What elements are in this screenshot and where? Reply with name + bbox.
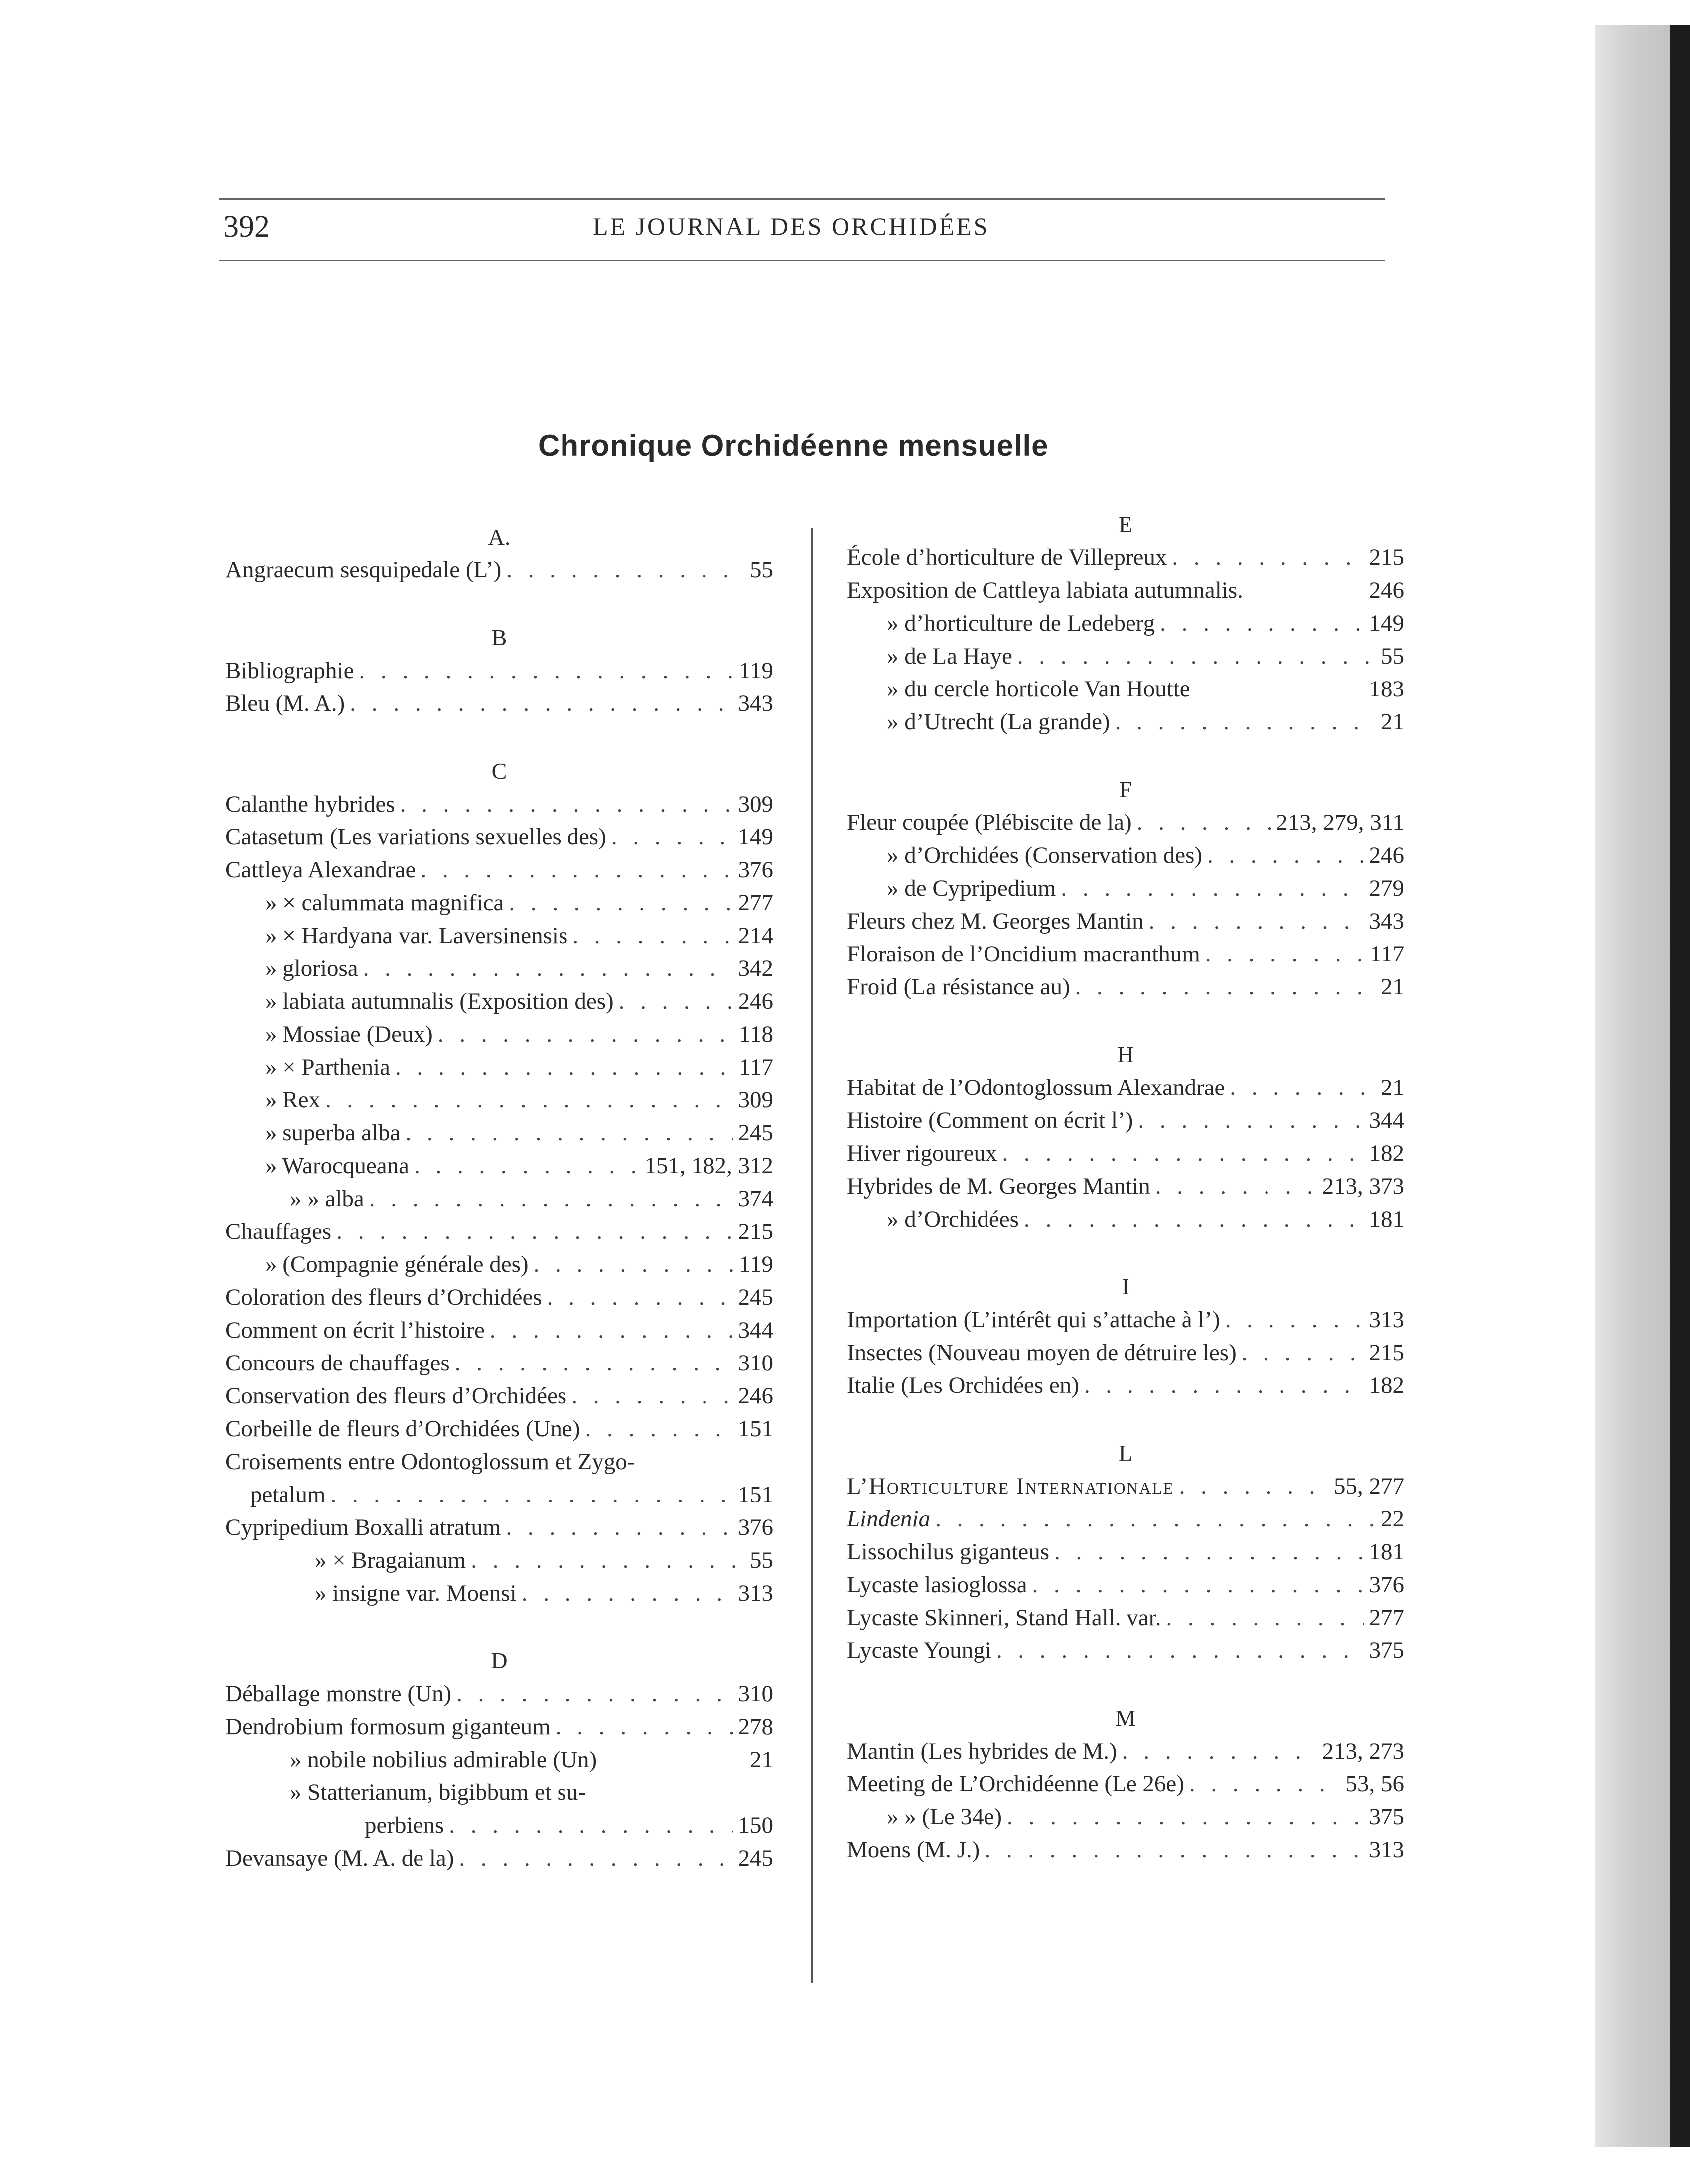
entry-text: Chauffages — [225, 1219, 332, 1244]
entry-text: » insigne var. Moensi — [315, 1580, 517, 1606]
leader-dots — [350, 687, 733, 720]
leader-dots — [1160, 607, 1364, 640]
leader-dots — [456, 1677, 733, 1710]
entry-text: École d’horticulture de Villepreux — [847, 545, 1167, 570]
entry-page: 151 — [738, 1482, 773, 1507]
index-entry — [225, 1842, 773, 1875]
letter-heading-l: L — [1118, 1440, 1133, 1466]
entry-page: 376 — [738, 857, 773, 883]
entry-text: » Warocqueana — [265, 1153, 409, 1179]
entry-page: 213, 373 — [1322, 1173, 1404, 1199]
entry-page: 313 — [1369, 1837, 1404, 1863]
column-divider — [811, 528, 813, 1983]
entry-text: » d’horticulture de Ledeberg — [887, 610, 1155, 636]
index-entry — [225, 1051, 773, 1084]
letter-heading-e: E — [1118, 512, 1133, 537]
index-entry — [225, 1379, 773, 1412]
entry-text: Italie (Les Orchidées en) — [847, 1372, 1079, 1398]
entry-page: 313 — [738, 1580, 773, 1606]
index-entry — [225, 1314, 773, 1347]
index-entry — [225, 654, 773, 687]
entry-text: Corbeille de fleurs d’Orchidées (Une) — [225, 1416, 580, 1442]
index-entry — [225, 1809, 773, 1842]
entry-text: Lissochilus giganteus — [847, 1539, 1049, 1565]
entry-text: Moens (M. J.) — [847, 1837, 980, 1863]
entry-page: 375 — [1369, 1638, 1404, 1663]
entry-text: » d’Orchidées — [887, 1206, 1019, 1232]
index-entry — [225, 1544, 773, 1577]
leader-dots — [509, 886, 733, 919]
leader-dots — [611, 820, 733, 853]
leader-dots — [1024, 1203, 1364, 1235]
entry-text: » × calummata magnifica — [265, 890, 504, 916]
entry-page: 343 — [1369, 908, 1404, 934]
index-entry — [847, 1336, 1404, 1369]
entry-text: Hybrides de M. Georges Mantin — [847, 1173, 1150, 1199]
entry-text: Fleur coupée (Plébiscite de la) — [847, 810, 1132, 835]
entry-page: 149 — [1369, 610, 1404, 636]
entry-text: Catasetum (Les variations sexuelles des) — [225, 824, 606, 850]
entry-text: » nobile nobilius admirable (Un) — [290, 1747, 597, 1773]
entry-text: » Rex — [265, 1087, 320, 1113]
index-entry — [225, 853, 773, 886]
entry-text: Croisements entre Odontoglossum et Zygo- — [225, 1449, 635, 1475]
index-entry — [847, 1104, 1404, 1137]
leader-dots — [400, 788, 733, 820]
header-bottom-rule — [219, 260, 1385, 261]
header-top-rule — [219, 198, 1385, 200]
index-entry — [225, 1677, 773, 1710]
leader-dots — [1166, 1601, 1364, 1634]
entry-text: » × Parthenia — [265, 1054, 390, 1080]
leader-dots — [1242, 1336, 1364, 1369]
entry-text: L’Horticulture Internationale — [847, 1473, 1174, 1499]
index-entry — [225, 1018, 773, 1051]
entry-text: Mantin (Les hybrides de M.) — [847, 1738, 1117, 1764]
scan-page-edge — [1595, 25, 1690, 2147]
leader-dots — [1002, 1137, 1364, 1170]
letter-heading-c: C — [491, 758, 507, 784]
letter-heading-d: D — [491, 1648, 508, 1673]
leader-dots — [490, 1314, 733, 1347]
entry-text: » Statterianum, bigibbum et su- — [290, 1779, 586, 1805]
index-entry — [225, 1511, 773, 1544]
entry-page: 55 — [1381, 643, 1404, 669]
entry-page: 344 — [738, 1317, 773, 1343]
entry-page: 149 — [738, 824, 773, 850]
entry-page: 310 — [738, 1350, 773, 1376]
entry-page: 246 — [1369, 577, 1404, 603]
entry-page: 22 — [1381, 1506, 1404, 1532]
leader-dots — [455, 1347, 733, 1379]
entry-text: Calanthe hybrides — [225, 791, 395, 817]
entry-page: 55 — [750, 557, 773, 583]
entry-text: » de La Haye — [887, 643, 1012, 669]
leader-dots — [534, 1248, 734, 1281]
entry-text: Coloration des fleurs d’Orchidées — [225, 1284, 542, 1310]
entry-text: Froid (La résistance au) — [847, 974, 1070, 1000]
entry-page: 215 — [738, 1219, 773, 1244]
index-entry — [225, 1116, 773, 1149]
index-entry — [225, 788, 773, 820]
leader-dots — [1155, 1170, 1317, 1203]
entry-text: Dendrobium formosum giganteum — [225, 1714, 551, 1740]
entry-text: » du cercle horticole Van Houtte — [887, 676, 1190, 702]
entry-page: 343 — [738, 690, 773, 716]
entry-page: 245 — [738, 1120, 773, 1146]
index-entry — [225, 1182, 773, 1215]
leader-dots — [1225, 1303, 1364, 1336]
index-entry — [225, 1577, 773, 1610]
index-entry — [225, 1281, 773, 1314]
index-entry — [847, 640, 1404, 673]
index-entry — [225, 1149, 773, 1182]
entry-page: 182 — [1369, 1372, 1404, 1398]
letter-heading-m: M — [1115, 1705, 1136, 1731]
index-entry — [225, 1248, 773, 1281]
index-entry — [225, 1215, 773, 1248]
entry-page: 55 — [750, 1547, 773, 1573]
entry-page: 183 — [1369, 676, 1404, 702]
entry-page: 215 — [1369, 1340, 1404, 1365]
entry-page: 21 — [750, 1747, 773, 1773]
leader-dots — [1205, 938, 1365, 970]
entry-page: 181 — [1369, 1539, 1404, 1565]
index-entry — [847, 806, 1404, 839]
index-entry — [847, 1203, 1404, 1235]
leader-dots — [363, 952, 733, 985]
section-title: Chronique Orchidéenne mensuelle — [538, 429, 1049, 462]
entry-page: 277 — [738, 890, 773, 916]
leader-dots — [556, 1710, 733, 1743]
leader-dots — [1017, 640, 1376, 673]
index-entry — [847, 1071, 1404, 1104]
leader-dots — [405, 1116, 733, 1149]
entry-text: Déballage monstre (Un) — [225, 1681, 452, 1707]
entry-text: » d’Utrecht (La grande) — [887, 709, 1110, 735]
index-entry — [225, 820, 773, 853]
entry-page: 182 — [1369, 1140, 1404, 1166]
leader-dots — [471, 1544, 745, 1577]
entry-text: Conservation des fleurs d’Orchidées — [225, 1383, 567, 1409]
leader-dots — [985, 1833, 1364, 1866]
leader-dots — [1230, 1071, 1376, 1104]
entry-text: » × Hardyana var. Laversinensis — [265, 923, 568, 949]
index-entry — [225, 919, 773, 952]
index-entry — [225, 886, 773, 919]
index-column-left — [225, 521, 773, 1875]
index-entry — [225, 1710, 773, 1743]
leader-dots — [1084, 1369, 1364, 1402]
entry-page: 246 — [1369, 842, 1404, 868]
entry-text: Habitat de l’Odontoglossum Alexandrae — [847, 1075, 1225, 1100]
leader-dots — [1138, 1104, 1364, 1137]
leader-dots — [336, 1215, 733, 1248]
leader-dots — [1189, 1768, 1341, 1800]
index-entry — [847, 938, 1404, 970]
index-entry — [847, 673, 1404, 705]
entry-page: 214 — [738, 923, 773, 949]
entry-text: Devansaye (M. A. de la) — [225, 1845, 454, 1871]
entry-page: 21 — [1381, 1075, 1404, 1100]
leader-dots — [421, 853, 733, 886]
index-entry — [225, 1084, 773, 1116]
index-entry — [225, 687, 773, 720]
entry-text: » gloriosa — [265, 956, 358, 981]
entry-page: 246 — [738, 988, 773, 1014]
leader-dots — [330, 1478, 733, 1511]
entry-text: Exposition de Cattleya labiata autumnalis. — [847, 577, 1243, 603]
leader-dots — [585, 1412, 733, 1445]
leader-dots — [359, 654, 734, 687]
entry-text: Histoire (Comment on écrit l’) — [847, 1107, 1133, 1133]
letter-heading-h: H — [1117, 1042, 1134, 1067]
index-entry — [847, 1470, 1404, 1502]
entry-page: 118 — [739, 1021, 773, 1047]
leader-dots — [414, 1149, 640, 1182]
leader-dots — [459, 1842, 733, 1875]
index-entry — [847, 574, 1404, 607]
index-entry — [225, 1743, 773, 1776]
index-entry — [847, 1502, 1404, 1535]
leader-dots — [1061, 872, 1364, 905]
index-entry — [847, 1833, 1404, 1866]
index-entry — [225, 1478, 773, 1511]
entry-page: 117 — [739, 1054, 773, 1080]
entry-page: 119 — [739, 1251, 773, 1277]
leader-dots — [1075, 970, 1376, 1003]
index-column-right — [847, 508, 1404, 1866]
leader-dots — [619, 985, 733, 1018]
entry-text: Insectes (Nouveau moyen de détruire les) — [847, 1340, 1237, 1365]
entry-page: 117 — [1370, 941, 1404, 967]
entry-text: » × Bragaianum — [315, 1547, 466, 1573]
leader-dots — [369, 1182, 733, 1215]
entry-page: 245 — [738, 1845, 773, 1871]
entry-text: petalum — [250, 1482, 326, 1507]
entry-page: 342 — [738, 956, 773, 981]
entry-page: 53, 56 — [1345, 1771, 1404, 1797]
entry-text: Cattleya Alexandrae — [225, 857, 416, 883]
entry-text: perbiens — [365, 1812, 444, 1838]
entry-page: 313 — [1369, 1307, 1404, 1333]
entry-page: 277 — [1369, 1605, 1404, 1631]
running-head: LE JOURNAL DES ORCHIDÉES — [593, 212, 989, 240]
entry-page: 119 — [739, 658, 773, 683]
index-entry — [225, 985, 773, 1018]
leader-dots — [547, 1281, 733, 1314]
index-entry — [225, 1347, 773, 1379]
entry-page: 55, 277 — [1334, 1473, 1404, 1499]
entry-page: 309 — [738, 1087, 773, 1113]
letter-heading-f: F — [1119, 777, 1132, 802]
entry-text: Comment on écrit l’histoire — [225, 1317, 485, 1343]
leader-dots — [1115, 705, 1376, 738]
entry-text: Meeting de L’Orchidéenne (Le 26e) — [847, 1771, 1184, 1797]
entry-text: » (Compagnie générale des) — [265, 1251, 529, 1277]
entry-text: Fleurs chez M. Georges Mantin — [847, 908, 1144, 934]
leader-dots — [438, 1018, 734, 1051]
entry-page: 151, 182, 312 — [644, 1153, 773, 1179]
index-entry — [847, 705, 1404, 738]
index-entry — [225, 1776, 773, 1809]
leader-dots — [1054, 1535, 1364, 1568]
index-entry — [847, 1137, 1404, 1170]
entry-text: Lycaste Youngi — [847, 1638, 991, 1663]
leader-dots — [1032, 1568, 1364, 1601]
index-entry — [847, 607, 1404, 640]
index-entry — [847, 970, 1404, 1003]
entry-page: 151 — [738, 1416, 773, 1442]
index-entry — [225, 1445, 773, 1478]
index-entry — [847, 541, 1404, 574]
index-entry — [225, 1412, 773, 1445]
entry-page: 374 — [738, 1186, 773, 1212]
entry-page: 376 — [738, 1514, 773, 1540]
index-entry — [847, 1303, 1404, 1336]
leader-dots — [1137, 806, 1271, 839]
entry-page: 376 — [1369, 1572, 1404, 1598]
index-entry — [847, 839, 1404, 872]
index-entry — [847, 1634, 1404, 1667]
entry-text: Floraison de l’Oncidium macranthum — [847, 941, 1200, 967]
entry-page: 245 — [738, 1284, 773, 1310]
entry-text: Angraecum sesquipedale (L’) — [225, 557, 502, 583]
leader-dots — [325, 1084, 733, 1116]
index-entry — [847, 1568, 1404, 1601]
entry-page: 150 — [738, 1812, 773, 1838]
entry-page: 278 — [738, 1714, 773, 1740]
leader-dots — [1122, 1735, 1317, 1768]
leader-dots — [395, 1051, 734, 1084]
entry-page: 279 — [1369, 875, 1404, 901]
entry-text: » labiata autumnalis (Exposition des) — [265, 988, 614, 1014]
leader-dots — [1179, 1470, 1329, 1502]
leader-dots — [1172, 541, 1364, 574]
entry-text: Cypripedium Boxalli atratum — [225, 1514, 501, 1540]
leader-dots — [1007, 1800, 1364, 1833]
entry-text: Lindenia — [847, 1506, 931, 1532]
entry-text: » de Cypripedium — [887, 875, 1056, 901]
entry-text: Lycaste Skinneri, Stand Hall. var. — [847, 1605, 1161, 1631]
index-entry — [847, 905, 1404, 938]
entry-text: Lycaste lasioglossa — [847, 1572, 1027, 1598]
index-entry — [225, 952, 773, 985]
entry-page: 213, 273 — [1322, 1738, 1404, 1764]
leader-dots — [572, 919, 733, 952]
entry-page: 21 — [1381, 709, 1404, 735]
leader-dots — [996, 1634, 1364, 1667]
leader-dots — [522, 1577, 733, 1610]
scan-dark-border — [1670, 25, 1690, 2147]
page-number: 392 — [223, 210, 270, 244]
index-entry — [225, 553, 773, 586]
entry-text: Bleu (M. A.) — [225, 690, 345, 716]
entry-page: 21 — [1381, 974, 1404, 1000]
leader-dots — [506, 1511, 733, 1544]
leader-dots — [571, 1379, 733, 1412]
index-entry — [847, 1768, 1404, 1800]
index-entry — [847, 1800, 1404, 1833]
leader-dots — [935, 1502, 1376, 1535]
entry-page: 246 — [738, 1383, 773, 1409]
entry-page: 375 — [1369, 1804, 1404, 1830]
leader-dots — [449, 1809, 733, 1842]
entry-text: » superba alba — [265, 1120, 401, 1146]
entry-text: Concours de chauffages — [225, 1350, 450, 1376]
entry-page: 181 — [1369, 1206, 1404, 1232]
index-entry — [847, 1369, 1404, 1402]
entry-page: 213, 279, 311 — [1276, 810, 1404, 835]
index-entry — [847, 1535, 1404, 1568]
entry-text: » d’Orchidées (Conservation des) — [887, 842, 1203, 868]
entry-text: » Mossiae (Deux) — [265, 1021, 433, 1047]
letter-heading-b: B — [491, 625, 507, 650]
index-entry — [847, 1601, 1404, 1634]
index-entry — [847, 1170, 1404, 1203]
entry-page: 344 — [1369, 1107, 1404, 1133]
entry-page: 310 — [738, 1681, 773, 1707]
entry-text: » » alba — [290, 1186, 364, 1212]
leader-dots — [1207, 839, 1364, 872]
letter-heading-a: A. — [488, 524, 511, 549]
entry-text: Bibliographie — [225, 658, 354, 683]
entry-page: 215 — [1369, 545, 1404, 570]
entry-text: Hiver rigoureux — [847, 1140, 997, 1166]
leader-dots — [506, 553, 745, 586]
index-entry — [847, 872, 1404, 905]
entry-page: 309 — [738, 791, 773, 817]
entry-text: Importation (L’intérêt qui s’attache à l’) — [847, 1307, 1220, 1333]
letter-heading-i: I — [1122, 1274, 1129, 1299]
leader-dots — [1149, 905, 1364, 938]
index-entry — [847, 1735, 1404, 1768]
entry-text: » » (Le 34e) — [887, 1804, 1002, 1830]
